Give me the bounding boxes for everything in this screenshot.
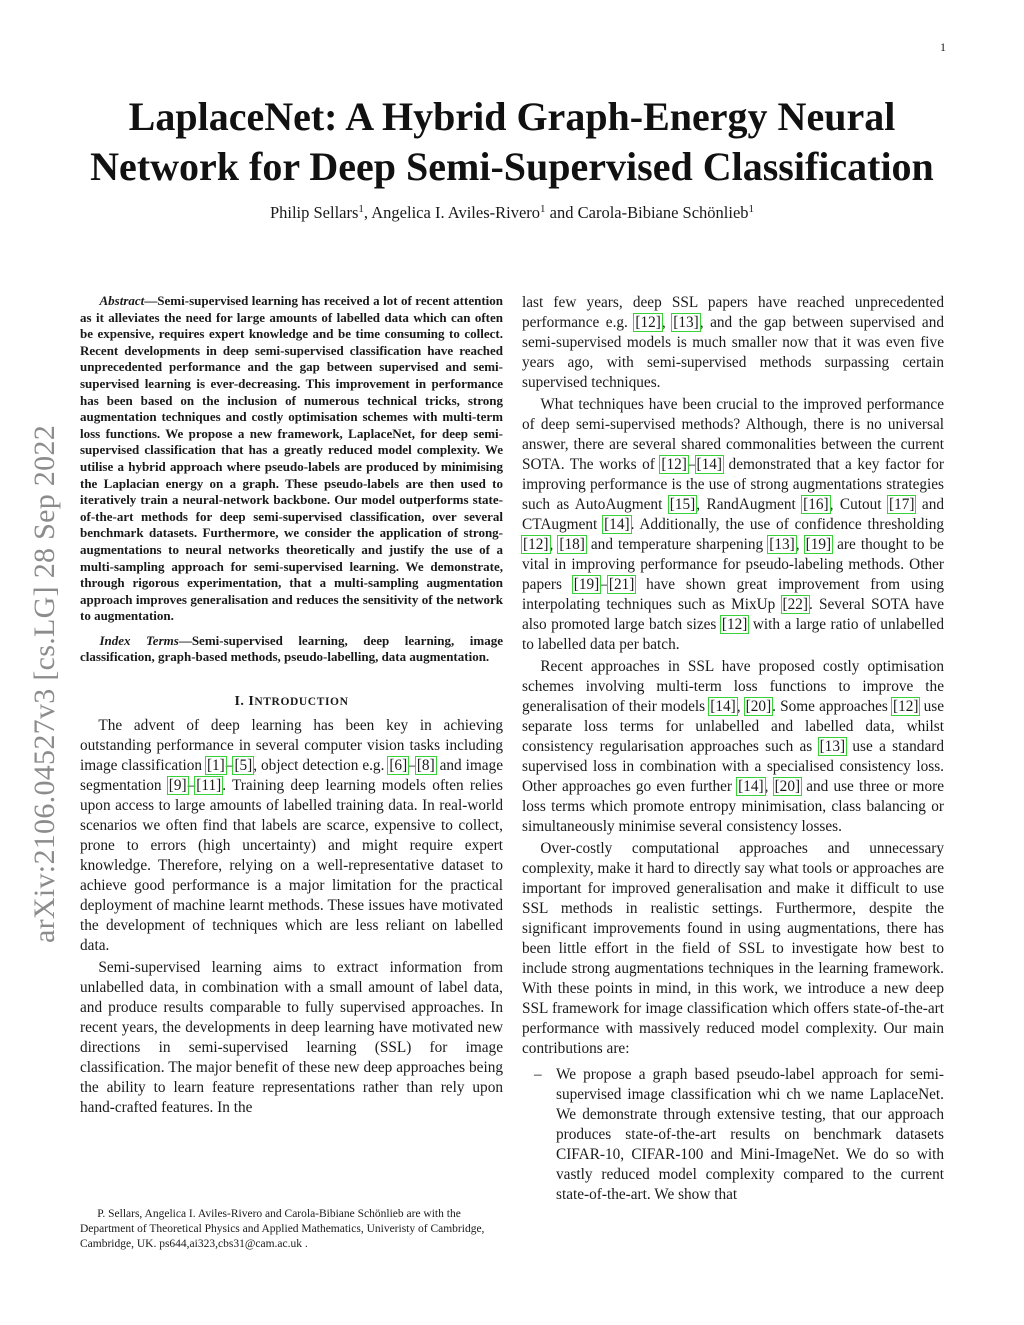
section-heading-introduction: I. INTRODUCTION xyxy=(234,694,349,710)
citation-link[interactable]: [14] xyxy=(604,516,630,533)
author-name: Carola-Bibiane Schönlieb xyxy=(577,203,749,222)
citation-link[interactable]: [1] xyxy=(206,757,225,775)
page-number: 1 xyxy=(940,40,946,54)
author-affiliation-footnote: P. Sellars, Angelica I. Aviles-Rivero and Carola-Bibiane Schönlieb are with the Department of Theoretical Physics and Applied Mathematics, Univeristy of Cambridge, Cambridge, UK. ps644,ai323,cbs31@cam.ac.uk . xyxy=(80,1208,485,1250)
abstract: Abstract—Semi-supervised learning has received a lot of recent attention as it alleviates the need for large amounts of labelled data which can often be expensive, requires expert knowledge and be time consuming to collect. Recent developments in deep semi-supervised classification have reached unprecedented performance and the gap between supervised and semi-supervised learning is ever-decreasing. This improvement in performance has been based on the inclusion of numerous technical tricks, strong augmentation techniques and costly optimisation schemes with multi-term loss functions. We propose a new framework, LaplaceNet, for deep semi-supervised classification that has a greatly reduced model complexity. We utilise a hybrid approach where pseudo-labels are produced by minimising the Laplacian energy on a graph. These pseudo-labels are then used to iteratively train a neural-network backbone. Our model outperforms state-of-the-art methods for deep semi-supervised classification, over several benchmark datasets. Furthermore, we consider the application of strong-augmentations to neural networks theoretically and justify the use of a multi-sampling approach for semi-supervised learning. We demonstrate, through rigorous experimentation, that a multi-sampling augmentation approach improves generalisation and reduces the sensitivity of the network to augmentation. xyxy=(80,293,503,624)
citation-link[interactable]: [9] xyxy=(168,777,187,795)
citation-link[interactable]: [12] xyxy=(661,456,687,473)
citation-link[interactable]: [14] xyxy=(738,778,764,795)
left-column xyxy=(80,293,503,1118)
right-column xyxy=(522,293,944,1205)
citation-link[interactable]: [13] xyxy=(769,536,795,553)
citation-link[interactable]: [19] xyxy=(805,536,832,553)
paragraph: The advent of deep learning has been key in achieving outstanding performance in several computer vision tasks including image classification [1]–[5], object detection e.g. [6]–[8] and image segmentation [9]–[11]. Training deep learning models often relies upon access to large amounts of labelled training data. In real-world scenarios we often find that labels are scarce, expensive to collect, prone to errors (high uncertainty) and might require expert knowledge. Therefore, relying on a well-representative dataset to achieve good performance is a major limitation for the practical deployment of machine learnt methods. These issues have motivated the development of techniques which are less reliant on labelled data. xyxy=(80,717,503,955)
citation-link[interactable]: [6] xyxy=(389,757,408,775)
citation-link[interactable]: [21] xyxy=(608,576,635,593)
title-line-2: Network for Deep Semi-Supervised Classification xyxy=(90,144,934,189)
paragraph: last few years, deep SSL papers have reached unprecedented performance e.g. [12], [13], and the gap between supervised and semi-supervised models is much smaller now that it was even five years ago, with semi-supervised methods surpassing certain supervised techniques. xyxy=(522,294,944,391)
list-item: – We propose a graph based pseudo-label approach for semi-supervised image classification whi ch we name LaplaceNet. We demonstrate through extensive testing, that our approach produces state-of-the-art results on benchmark datasets CIFAR-10, CIFAR-100 and Mini-ImageNet. We do so with vastly reduced model complexity compared to the current state-of-the-art. We show that xyxy=(522,1065,944,1205)
citation-link[interactable]: [18] xyxy=(559,536,585,553)
paragraph: Recent approaches in SSL have proposed costly optimisation schemes involving multi-term loss functions to improve the generalisation of their models [14], [20]. Some approaches [12] use separate loss terms for unlabelled and labelled data, whilst consistency regularisation approaches such as [13] use a standard supervised loss in combination with a specialised consistency loss. Other approaches go even further [14], [20] and use three or more loss terms which promote entropy minimisation, class balancing or simultaneously minimise several consistency losses. xyxy=(522,658,944,835)
paragraph: Semi-supervised learning aims to extract information from unlabelled data, in combination with a small amount of label data, and produce results comparable to fully supervised approaches. In recent years, the developments in deep learning have motivated new directions in semi-supervised learning (SSL) for image classification. The major benefit of these new deep approaches being the ability to learn feature representations rather than rely upon hand-crafted features. In the xyxy=(80,959,503,1117)
citation-link[interactable]: [22] xyxy=(782,596,808,613)
abstract-label: Abstract xyxy=(99,293,145,308)
paper-title xyxy=(0,92,1024,192)
citation-link[interactable]: [20] xyxy=(745,698,772,715)
affiliation-mark: 1 xyxy=(540,203,546,215)
index-terms: Index Terms—Semi-supervised learning, deep learning, image classification, graph-based methods, pseudo-labelling, data augmentation. xyxy=(80,632,503,665)
index-terms-text: Semi-supervised learning, deep learning, image classification, graph-based methods, pseudo-labelling, data augmentation. xyxy=(80,632,503,665)
citation-link[interactable]: [15] xyxy=(669,496,696,513)
affiliation-mark: 1 xyxy=(358,203,364,215)
author-list: Philip Sellars$^1$, Angelica I. Aviles-Rivero$^1$ and Carola-Bibiane Schönlieb$^1$ xyxy=(269,203,755,222)
citation-link[interactable]: [17] xyxy=(888,496,915,513)
citation-link[interactable]: [12] xyxy=(721,616,748,633)
paragraph: Over-costly computational approaches and unnecessary complexity, make it hard to directly say what tools or approaches are important for improved generalisation and make it difficult to use SSL methods in realistic settings. Furthermore, despite the significant improvements found in using augmentations, there has been little effort in the field of SSL to investigate how best to include strong augmentations techniques in the learning framework. With these points in mind, in this work, we introduce a new deep SSL framework for image classification which offers state-of-the-art performance with massively reduced model complexity. Our main contributions are: xyxy=(522,840,944,1057)
citation-link[interactable]: [19] xyxy=(573,576,600,593)
citation-link[interactable]: [20] xyxy=(774,778,801,795)
citation-link[interactable]: [12] xyxy=(523,536,549,553)
author-name: Philip Sellars xyxy=(269,203,359,222)
contributions-list xyxy=(522,1065,944,1205)
arxiv-identifier: arXiv:2106.04527v3 [cs.LG] 28 Sep 2022 xyxy=(28,424,61,943)
citation-link[interactable]: [13] xyxy=(819,738,846,755)
citation-link[interactable]: [14] xyxy=(696,456,723,473)
abstract-text: Semi-supervised learning has received a lot of recent attention as it alleviates the need for large amounts of labelled data which can often be expensive, requires expert knowledge and be time consuming to collect. Recent developments in deep semi-supervised classification have reached unprecedented performance and the gap between supervised and semi-supervised learning is ever-decreasing. This improvement in performance has been based on the inclusion of numerous technical tricks, strong augmentation techniques and costly optimisation schemes with multi-term loss functions. We propose a new framework, LaplaceNet, for deep semi-supervised classification that has a greatly reduced model complexity. We utilise a hybrid approach where pseudo-labels are produced by minimising the Laplacian energy on a graph. These pseudo-labels are then used to iteratively train a neural-network backbone. Our model outperforms state-of-the-art methods for deep semi-supervised classification, over several benchmark datasets. Furthermore, we consider the application of strong-augmentations to neural networks theoretically and justify the use of a multi-sampling approach for semi-supervised learning. We demonstrate, through rigorous experimentation, that a multi-sampling augmentation approach improves generalisation and reduces the sensitivity of the network to augmentation. xyxy=(80,293,503,624)
title-line-1: LaplaceNet: A Hybrid Graph-Energy Neural xyxy=(128,94,896,139)
affiliation-mark: 1 xyxy=(748,203,755,215)
citation-link[interactable]: [12] xyxy=(892,698,919,715)
citation-link[interactable]: [16] xyxy=(803,496,829,513)
citation-link[interactable]: [12] xyxy=(635,314,661,331)
paragraph: What techniques have been crucial to the improved performance of deep semi-supervised methods? Although, there is no universal answer, there are several shared commonalities between the current SOTA. The works of [12]–[14] demonstrated that a key factor for improving performance is the use of strong augmentations strategies such as AutoAugment [15], RandAugment [16], Cutout [17] and CTAugment [14]. Additionally, the use of confidence thresholding [12], [18] and temperature sharpening [13], [19] are thought to be vital in improving performance for pseudo-labeling methods. Other papers [19]–[21] have shown great improvement from using interpolating techniques such as MixUp [22]. Several SOTA have also promoted large batch sizes [12] with a large ratio of unlabelled to labelled data per batch. xyxy=(522,396,945,653)
citation-link[interactable]: [14] xyxy=(710,698,736,715)
author-name: Angelica I. Aviles-Rivero xyxy=(371,203,541,222)
citation-link[interactable]: [11] xyxy=(196,777,222,795)
citation-link[interactable]: [5] xyxy=(234,757,253,775)
citation-link[interactable]: [13] xyxy=(673,314,699,331)
index-terms-label: Index Terms xyxy=(99,632,179,648)
citation-link[interactable]: [8] xyxy=(416,757,435,775)
